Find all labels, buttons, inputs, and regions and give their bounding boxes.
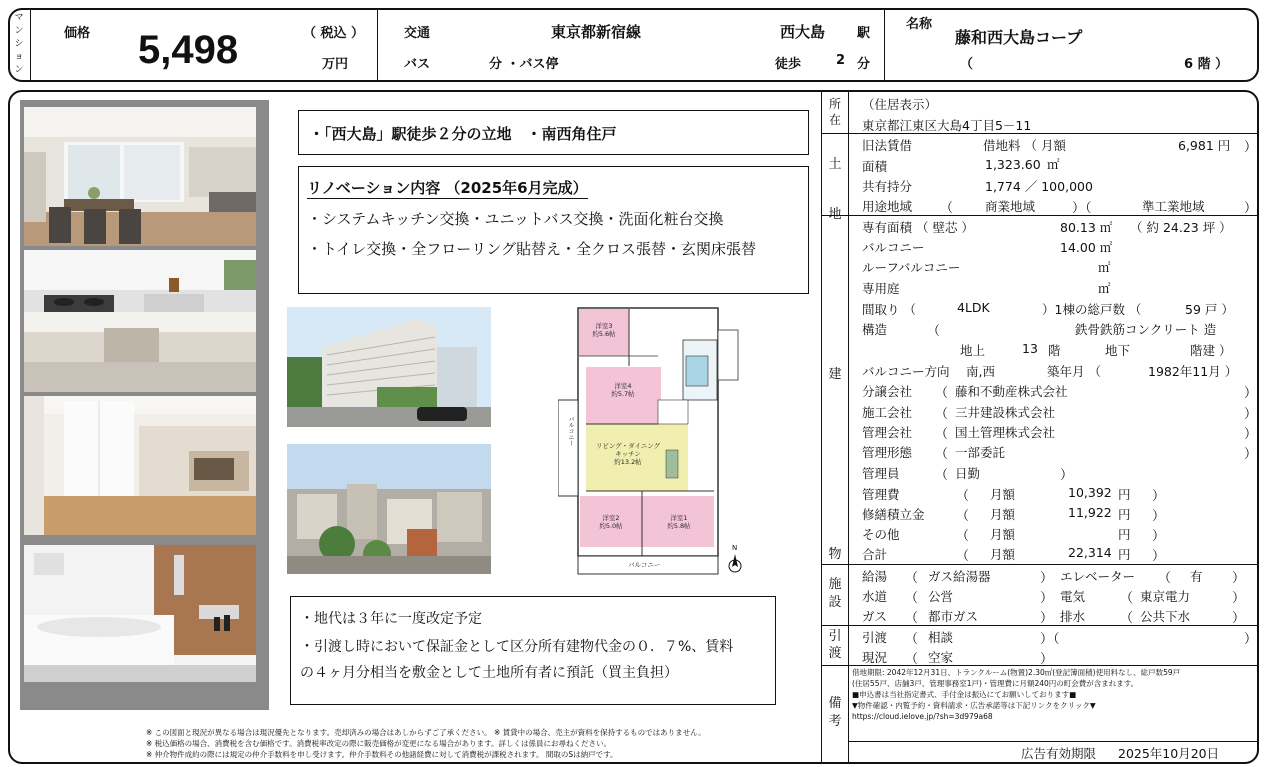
private-garden-unit: ㎡ — [1098, 281, 1111, 296]
total-fee-label: 合計 — [862, 547, 888, 562]
renovation-line1: ・システムキッチン交換・ユニットバス交換・洗面化粧台交換 — [307, 210, 724, 228]
walk-unit: 分 — [857, 57, 871, 72]
bedroom-photo — [24, 396, 256, 535]
fp-room-western3: 洋室3 約5.6帖 — [592, 322, 616, 338]
developer-label: 分譲会社 — [862, 384, 913, 399]
other-fee-label: その他 — [862, 527, 900, 542]
land-section-label: 土 地 — [828, 157, 842, 222]
structure-value: 鉄骨鉄筋コンクリート 造 — [1075, 322, 1217, 337]
floor-value: 6 階 ） — [1184, 57, 1229, 72]
remarks-line-1: 借地期限: 2042年12月31日、トランクルーム(物置)2.30㎡(登記簿面積)使用料なし、総戸数59戸 — [852, 668, 1181, 677]
highlight-text: ・「西大島」駅徒歩２分の立地 ・南西角住戸 — [309, 125, 617, 143]
above-ground-label: 地上 — [960, 343, 986, 358]
price-label: 価格 — [64, 26, 91, 41]
mgmt-fee-value: 10,392 — [1068, 485, 1112, 500]
drain-label: 排水 — [1060, 609, 1086, 624]
status-value: 空家 — [928, 650, 954, 665]
walk-minutes: 2 — [836, 53, 846, 68]
handover-value: 相談 — [928, 630, 954, 645]
repair-fund-yen: 円 — [1118, 507, 1131, 522]
notes-line3: の４ヶ月分相当を敷金として土地所有者に預託（買主負担） — [300, 665, 678, 681]
footnote-3: ※ 仲介物件成約の際には規定の仲介手数料を申し受けます。仲介手数料その他諸経費に対して消費税が課税されます。 間取のSは納戸です。 — [146, 750, 618, 759]
handover-label: 引渡 — [862, 630, 888, 645]
structure-label: 構造 — [862, 322, 888, 337]
floor-open: （ — [960, 57, 974, 72]
exclusive-area-label: 専有面積 （ 壁芯 ） — [862, 220, 974, 235]
below-ground-label: 地下 — [1105, 343, 1131, 358]
bus-minutes: 分 ・バス停 — [489, 57, 559, 72]
balcony-label: バルコニー — [862, 240, 925, 255]
floors-below-unit: 階建 ） — [1190, 343, 1232, 358]
kitchen-photo — [24, 250, 256, 392]
exclusive-area-tsubo: （ 約 24.23 坪 ） — [1130, 220, 1232, 235]
land-zoning1: 商業地域 — [985, 199, 1036, 214]
land-zoning-label: 用途地域 — [862, 199, 913, 214]
elevator-value: 有 — [1190, 569, 1203, 584]
status-label: 現況 — [862, 650, 888, 665]
land-zoning2: 準工業地域 — [1142, 199, 1205, 214]
gas-value: 都市ガス — [928, 609, 979, 624]
tax-label: （ 税込 ） — [303, 26, 365, 41]
repair-fund-label: 修繕積立金 — [862, 507, 925, 522]
notes-line1: ・地代は３年に一度改定予定 — [300, 611, 482, 627]
drain-value: 公共下水 — [1140, 609, 1191, 624]
management-co-label: 管理会社 — [862, 425, 913, 440]
price-unit: 万円 — [322, 57, 349, 72]
exclusive-area-value: 80.13 ㎡ — [1060, 220, 1113, 235]
water-value: 公営 — [928, 589, 954, 604]
land-share-value: 1,774 ／ 100,000 — [985, 179, 1093, 194]
private-garden-label: 専用庭 — [862, 281, 900, 296]
station-suffix: 駅 — [857, 26, 871, 41]
floors-unit: 階 — [1048, 343, 1061, 358]
fp-room-western4: 洋室4 約5.7帖 — [611, 382, 635, 398]
hot-water-value: ガス給湯器 — [928, 569, 991, 584]
total-fee-value: 22,314 — [1068, 545, 1112, 560]
developer-value: 藤和不動産株式会社 — [955, 384, 1068, 399]
layout-value: 4LDK — [957, 300, 990, 315]
remarks-link[interactable]: https://cloud.ielove.jp/?sh=3d979a68 — [852, 712, 993, 721]
constructor-value: 三井建設株式会社 — [955, 405, 1056, 420]
fp-balcony-bottom: バルコニー — [628, 561, 661, 569]
property-name: 藤和西大島コープ — [955, 28, 1083, 47]
land-share-label: 共有持分 — [862, 179, 913, 194]
other-fee-monthly: 月額 — [990, 527, 1016, 542]
mgmt-fee-monthly: 月額 — [990, 487, 1016, 502]
balcony-direction-label: バルコニー方向 — [862, 364, 950, 379]
electric-label: 電気 — [1060, 589, 1086, 604]
constructor-label: 施工会社 — [862, 405, 913, 420]
manager-value: 日勤 — [955, 466, 981, 481]
handover-section-label: 引 渡 — [828, 629, 842, 661]
name-label: 名称 — [906, 17, 933, 32]
remarks-line-3: ■申込書は当社指定書式、手付金は振込にてお願いしております■ — [852, 690, 1077, 699]
management-type-value: 一部委託 — [955, 445, 1006, 460]
footnote-1: ※ この図面と現況が異なる場合は現況優先となります。売却済みの場合はあしからずご了承ください。 ※ 賃貸中の場合、売主が資料を保持するものではありません。 — [146, 728, 706, 737]
total-units-label: ）1棟の総戸数 （ — [1042, 302, 1142, 317]
notes-line2: ・引渡し時において保証金として区分所有建物代金の０．７%、賃料 — [300, 639, 734, 655]
land-area-value: 1,323.60 — [985, 157, 1041, 172]
bathroom-photo — [24, 545, 256, 682]
built-label: 築年月 （ — [1047, 364, 1101, 379]
walk-label: 徒歩 — [775, 57, 802, 72]
layout-label: 間取り （ — [862, 302, 916, 317]
mgmt-fee-label: 管理費 — [862, 487, 900, 502]
roof-balcony-label: ルーフバルコニー — [862, 260, 961, 275]
manager-label: 管理員 — [862, 466, 900, 481]
balcony-value: 14.00 ㎡ — [1060, 240, 1113, 255]
renovation-title: リノベーション内容 （2025年6月完成） — [307, 179, 588, 197]
floorplan — [558, 300, 748, 578]
building-exterior-photo — [287, 307, 491, 427]
fp-room-ldk: リビング・ダイニング キッチン 約13.2帖 — [595, 442, 661, 466]
remarks-line-2: (住居55戸、店舗3戸、管理事務室1戸)・管理費に月額240円の町会費が含まれます。 — [852, 679, 1139, 688]
facilities-section-label: 施 設 — [828, 577, 842, 610]
other-fee-yen: 円 — [1118, 527, 1131, 542]
electric-value: 東京電力 — [1140, 589, 1191, 604]
management-type-label: 管理形態 — [862, 445, 913, 460]
total-units-value: 59 戸 ） — [1185, 302, 1234, 317]
neighborhood-photo — [287, 444, 491, 574]
location-note: （住居表示） — [862, 97, 938, 112]
fp-balcony-side: バルコニー — [567, 416, 574, 446]
remarks-section-label: 備 考 — [828, 696, 842, 729]
bus-label: バス — [404, 57, 431, 72]
roof-balcony-unit: ㎡ — [1098, 260, 1111, 275]
land-lease-amount: 6,981 円 — [1178, 138, 1231, 153]
location-address: 東京都江東区大島4丁目5－11 — [862, 118, 1032, 133]
total-fee-monthly: 月額 — [990, 547, 1016, 562]
living-room-photo — [24, 107, 256, 246]
footnote-2: ※ 税込価格の場合、消費税を含む価格です。消費税率改定の際に販売価格が変更になる場合があります。詳しくは係員にお尋ねください。 — [146, 739, 611, 748]
north-compass-icon — [728, 550, 742, 574]
repair-fund-monthly: 月額 — [990, 507, 1016, 522]
balcony-direction-value: 南,西 — [966, 364, 995, 379]
land-rights: 旧法賃借 — [862, 138, 913, 153]
land-area-unit: ㎡ — [1047, 157, 1060, 172]
land-lease-label: 借地料 （ 月額 — [983, 138, 1066, 153]
location-section-label: 所 在 — [828, 97, 841, 127]
transit-label: 交通 — [404, 26, 431, 41]
remarks-line-4: ▼物件確認・内覧予約・資料請求・広告承諾等は下記リンクをクリック▼ — [852, 701, 1096, 710]
price-value: 5,498 — [138, 28, 239, 72]
hot-water-label: 給湯 — [862, 569, 888, 584]
built-value: 1982年11月 ） — [1148, 364, 1238, 379]
fp-room-western1: 洋室1 約5.8帖 — [667, 514, 691, 530]
mgmt-fee-yen: 円 — [1118, 487, 1131, 502]
north-label: N — [732, 544, 738, 552]
validity-date: 2025年10月20日 — [1118, 746, 1220, 761]
fp-room-western2: 洋室2 約5.0帖 — [599, 514, 623, 530]
water-label: 水道 — [862, 589, 888, 604]
validity-label: 広告有効期限 — [1021, 746, 1097, 761]
renovation-line2: ・トイレ交換・全フローリング貼替え・全クロス張替・玄関床張替 — [307, 240, 756, 258]
gas-label: ガス — [862, 609, 888, 624]
floors-above: 13 — [1022, 341, 1038, 356]
management-co-value: 国土管理株式会社 — [955, 425, 1056, 440]
land-area-label: 面積 — [862, 159, 888, 174]
total-fee-yen: 円 — [1118, 547, 1131, 562]
repair-fund-value: 11,922 — [1068, 505, 1112, 520]
line-name: 東京都新宿線 — [551, 23, 642, 41]
station-name: 西大島 — [780, 23, 826, 41]
building-section-label: 建 物 — [828, 367, 842, 562]
elevator-label: エレベーター — [1060, 569, 1136, 584]
